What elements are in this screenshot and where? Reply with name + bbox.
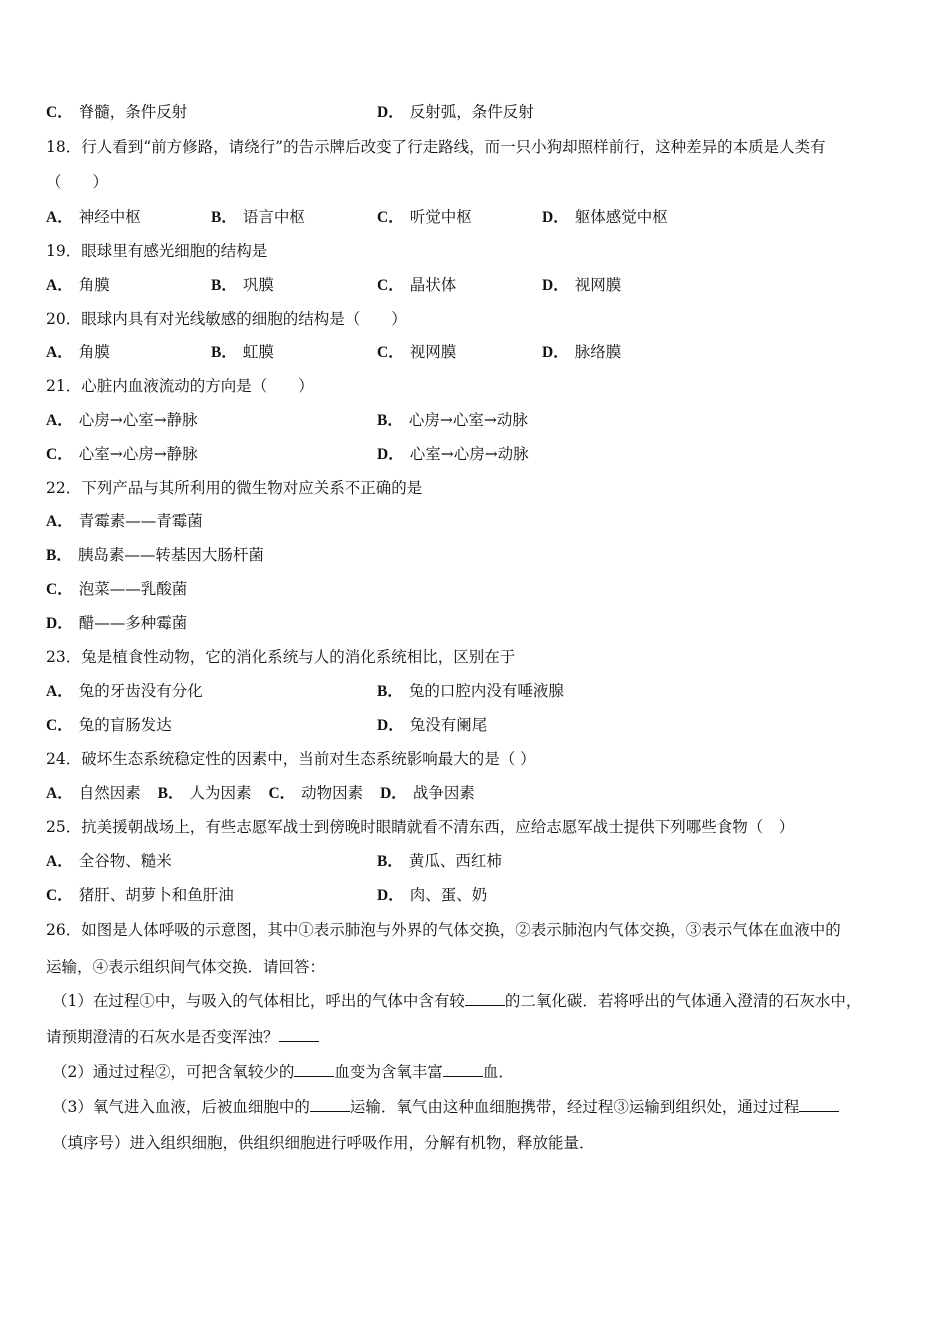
q26-stem-cont: 运输，④表示组织间气体交换．请回答：: [46, 958, 326, 976]
q18-stem-paren: （ ）: [46, 173, 109, 191]
q23-option-c: [46, 715, 172, 736]
q26-stem: 26．如图是人体呼吸的示意图，其中①表示肺泡与外界的气体交换，②表示肺泡内气体交换，③表示气体在血液中的: [46, 921, 841, 939]
option-text: 战争因素: [412, 784, 475, 802]
option-label: D．: [542, 277, 569, 294]
option-text: 听觉中枢: [409, 208, 472, 226]
option-label: B．: [211, 344, 237, 361]
q23-option-b: [377, 681, 564, 702]
q22-option-a: [46, 511, 203, 532]
option-text: 反射弧，条件反射: [409, 103, 534, 121]
option-text: 肉、蛋、奶: [409, 886, 488, 904]
option-label: C．: [46, 446, 73, 463]
option-text: 心室→心房→动脉: [409, 445, 529, 463]
option-label: A．: [46, 344, 73, 361]
q20-option-b: [211, 342, 274, 363]
q19-option-c: [377, 275, 456, 296]
option-label: C．: [377, 209, 404, 226]
answer-blank[interactable]: [465, 991, 505, 1006]
option-text: 猪肝、胡萝卜和鱼肝油: [78, 886, 234, 904]
option-label: B．: [211, 209, 237, 226]
q20-stem: 20．眼球内具有对光线敏感的细胞的结构是（ ）: [46, 310, 407, 328]
q25-stem: 25．抗美援朝战场上，有些志愿军战士到傍晚时眼睛就看不清东西，应给志愿军战士提供下列哪些食物（ ）: [46, 818, 795, 836]
q19-option-b: [211, 275, 274, 296]
q26-part2-text: 血变为含氧丰富: [334, 1063, 443, 1081]
q21-option-b: [377, 410, 528, 431]
option-text: 自然因素: [78, 784, 141, 802]
option-text: 晶状体: [409, 276, 457, 294]
option-label: C．: [46, 581, 73, 598]
option-label: C．: [46, 104, 73, 121]
option-text: 兔的盲肠发达: [78, 716, 172, 734]
q22-stem: 22．下列产品与其所利用的微生物对应关系不正确的是: [46, 479, 423, 497]
option-label: A．: [46, 277, 73, 294]
answer-blank[interactable]: [443, 1062, 483, 1077]
option-label: D．: [377, 104, 404, 121]
option-text: 语言中枢: [242, 208, 305, 226]
q19-option-d: [542, 275, 621, 296]
option-label: C．: [46, 887, 73, 904]
option-text: 角膜: [78, 276, 110, 294]
option-label: C．: [46, 717, 73, 734]
option-text: 心房→心室→动脉: [408, 411, 528, 429]
q24-stem: 24．破坏生态系统稳定性的因素中，当前对生态系统影响最大的是（ ）: [46, 750, 536, 768]
option-label: C．: [377, 344, 404, 361]
option-text: 脉络膜: [574, 343, 622, 361]
option-text: 视网膜: [409, 343, 457, 361]
q25-option-b: [377, 851, 502, 872]
option-label: B．: [377, 683, 403, 700]
q23-option-a: [46, 681, 203, 702]
option-text: 心室→心房→静脉: [78, 445, 198, 463]
option-label: D．: [380, 785, 407, 802]
option-text: 角膜: [78, 343, 110, 361]
option-label: B．: [157, 785, 184, 802]
answer-blank[interactable]: [294, 1062, 334, 1077]
q21-option-a: [46, 410, 198, 431]
q26-part3-line1: [52, 1097, 839, 1117]
option-label: D．: [542, 209, 569, 226]
option-text: 醋——多种霉菌: [78, 614, 188, 632]
option-label: C．: [268, 785, 296, 802]
q17-option-c: [46, 102, 187, 123]
q25-option-c: [46, 885, 234, 906]
option-text: 躯体感觉中枢: [574, 208, 668, 226]
option-text: 全谷物、糙米: [78, 852, 172, 870]
q18-option-b: [211, 207, 305, 228]
option-text: 动物因素: [301, 784, 364, 802]
option-text: 兔的牙齿没有分化: [78, 682, 203, 700]
q22-option-d: [46, 613, 187, 634]
q18-option-a: [46, 207, 141, 228]
q26-part2: [52, 1062, 514, 1082]
option-label: B．: [46, 547, 72, 564]
q23-stem: 23．兔是植食性动物，它的消化系统与人的消化系统相比，区别在于: [46, 648, 516, 666]
option-label: D．: [377, 446, 404, 463]
option-text: 视网膜: [574, 276, 622, 294]
option-label: A．: [46, 412, 73, 429]
option-text: 青霉素——青霉菌: [78, 512, 203, 530]
option-label: C．: [377, 277, 404, 294]
q26-part3-line2: （填序号）进入组织细胞，供组织细胞进行呼吸作用，分解有机物，释放能量．: [52, 1134, 595, 1152]
q26-part3-text: 运输．氧气由这种血细胞携带，经过程③运输到组织处，通过过程: [349, 1098, 800, 1116]
option-text: 兔没有阑尾: [409, 716, 488, 734]
q25-option-d: [377, 885, 487, 906]
option-text: 脊髓，条件反射: [78, 103, 188, 121]
option-label: A．: [46, 683, 73, 700]
q26-part1-line2: [46, 1027, 319, 1047]
q20-option-c: [377, 342, 456, 363]
option-label: A．: [46, 209, 73, 226]
option-label: B．: [377, 853, 403, 870]
q26-part1-line1: [52, 991, 861, 1011]
option-label: A．: [46, 513, 73, 530]
q26-part1-text: （1）在过程①中，与吸入的气体相比，呼出的气体中含有较: [52, 992, 465, 1010]
answer-blank[interactable]: [310, 1097, 350, 1112]
option-label: D．: [377, 717, 404, 734]
q23-option-d: [377, 715, 487, 736]
answer-blank[interactable]: [799, 1097, 839, 1112]
q21-stem: 21．心脏内血液流动的方向是（ ）: [46, 377, 314, 395]
q26-part3-text: （3）氧气进入血液，后被血细胞中的: [52, 1098, 310, 1116]
q18-stem: 18．行人看到“前方修路，请绕行”的告示牌后改变了行走路线，而一只小狗却照样前行，这种差异的本质是人类有: [46, 138, 826, 156]
option-label: D．: [46, 615, 73, 632]
option-text: 兔的口腔内没有唾液腺: [408, 682, 564, 700]
q20-option-a: [46, 342, 110, 363]
q20-option-d: [542, 342, 621, 363]
option-label: B．: [377, 412, 403, 429]
q22-option-c: [46, 579, 187, 600]
q21-option-d: [377, 444, 529, 465]
q24-options-row: [46, 783, 475, 804]
option-text: 巩膜: [242, 276, 274, 294]
q17-option-d: [377, 102, 534, 123]
option-text: 人为因素: [189, 784, 252, 802]
option-text: 胰岛素——转基因大肠杆菌: [77, 546, 264, 564]
option-text: 黄瓜、西红柿: [408, 852, 502, 870]
option-label: D．: [377, 887, 404, 904]
q18-option-d: [542, 207, 668, 228]
q19-option-a: [46, 275, 110, 296]
q19-stem: 19．眼球里有感光细胞的结构是: [46, 242, 268, 260]
answer-blank[interactable]: [279, 1027, 319, 1042]
q26-part1-text: 的二氧化碳．若将呼出的气体通入澄清的石灰水中，: [504, 992, 862, 1010]
q26-part2-text: （2）通过过程②，可把含氧较少的: [52, 1063, 295, 1081]
q26-part2-text: 血．: [482, 1063, 514, 1081]
q26-part1-text: 请预期澄清的石灰水是否变浑浊？: [46, 1028, 279, 1046]
option-label: B．: [211, 277, 237, 294]
q25-option-a: [46, 851, 172, 872]
q21-option-c: [46, 444, 198, 465]
q22-option-b: [46, 545, 264, 566]
option-label: A．: [46, 853, 73, 870]
option-label: D．: [542, 344, 569, 361]
option-text: 心房→心室→静脉: [78, 411, 198, 429]
option-text: 泡菜——乳酸菌: [78, 580, 188, 598]
option-text: 神经中枢: [78, 208, 141, 226]
option-label: A．: [46, 785, 73, 802]
q18-option-c: [377, 207, 472, 228]
option-text: 虹膜: [242, 343, 274, 361]
